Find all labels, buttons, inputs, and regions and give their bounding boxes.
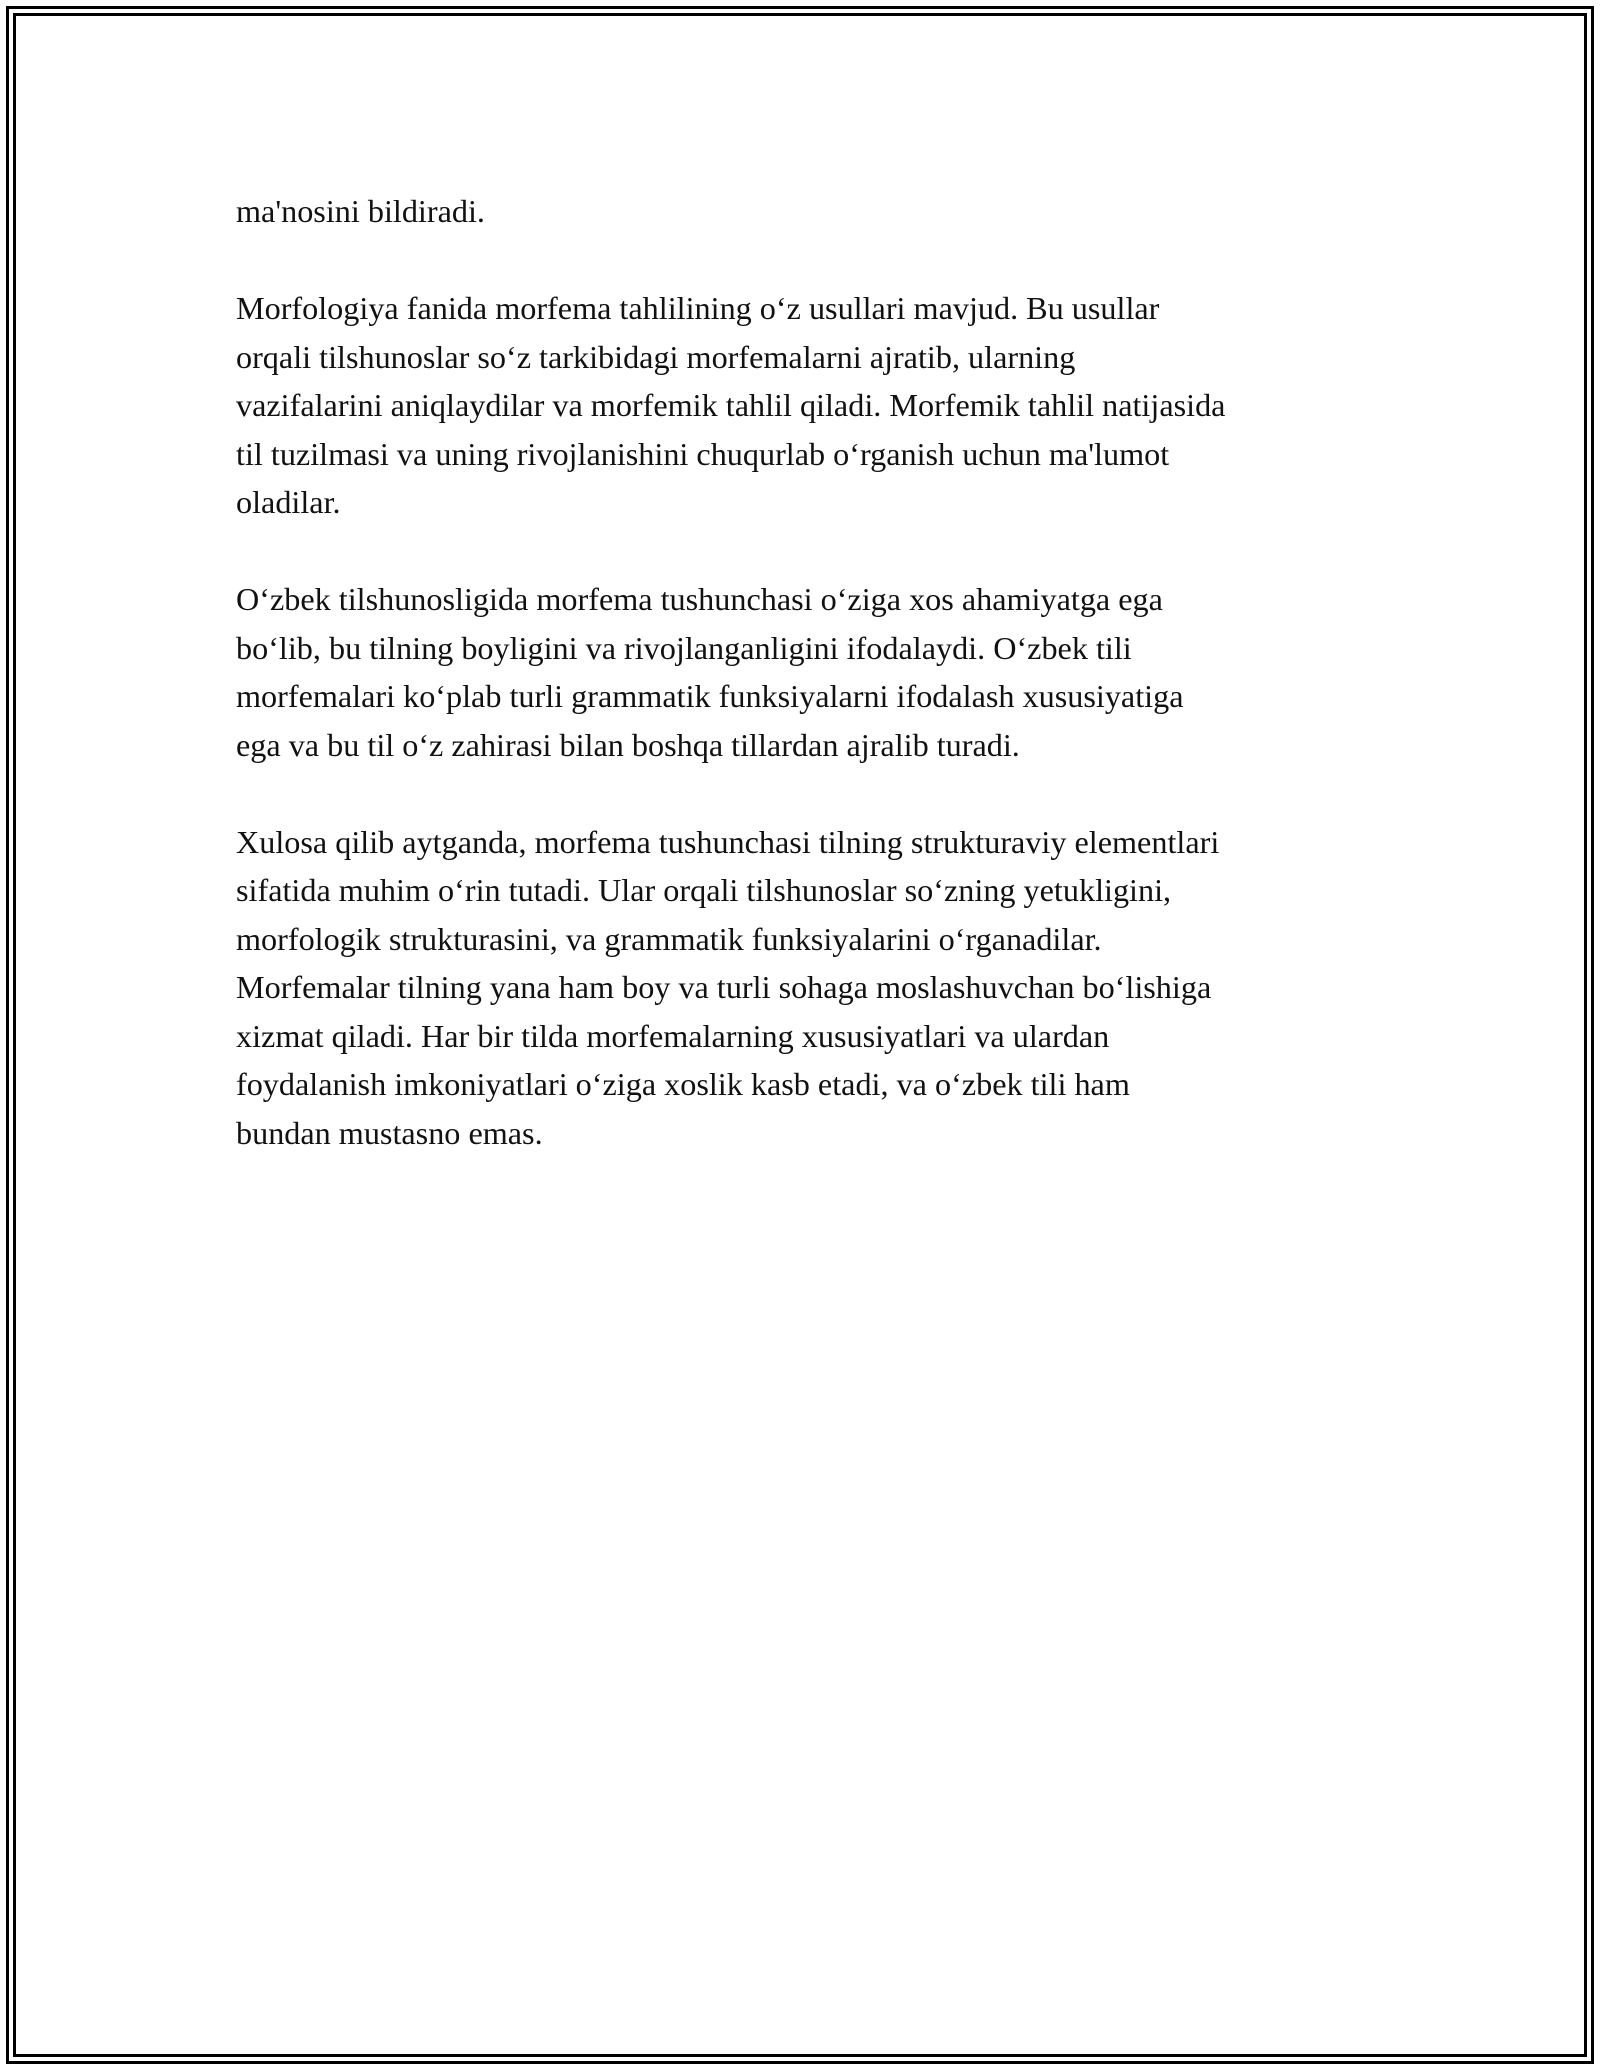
paragraph-continuation: ma'nosini bildiradi. — [236, 193, 485, 229]
paragraph-morphology-methods: Morfologiya fanida morfema tahlilining o‘z usullari mavjud. Bu usullar orqali tilshunoslar so‘z tarkibidagi morfemalarni ajratib, ularning vazifalarini aniqlaydilar va morfemik tahlil qiladi. Morfemik tahlil natijasida til tuzilmasi va uning rivojlanishini chuqurlab o‘rganish uchun ma'lumot oladilar. — [236, 290, 1226, 520]
paragraph-uzbek-linguistics: O‘zbek tilshunosligida morfema tushunchasi o‘ziga xos ahamiyatga ega bo‘lib, bu tilning boyligini va rivojlanganligini ifodalaydi. O‘zbek tili morfemalari ko‘plab turli grammatik funksiyalarni ifodalash xususiyatiga ega va bu til o‘z zahirasi bilan boshqa tillardan ajralib turadi. — [236, 581, 1184, 763]
document-body — [236, 187, 1381, 1206]
paragraph-conclusion: Xulosa qilib aytganda, morfema tushunchasi tilning strukturaviy elementlari sifatida muhim o‘rin tutadi. Ular orqali tilshunoslar so‘zning yetukligini, morfologik strukturasini, va grammatik funksiyalarini o‘rganadilar. Morfemalar tilning yana ham boy va turli sohaga moslashuvchan bo‘lishiga xizmat qiladi. Har bir tilda morfemalarning xususiyatlari va ulardan foydalanish imkoniyatlari o‘ziga xoslik kasb etadi, va o‘zbek tili ham bundan mustasno emas. — [236, 823, 1220, 1151]
